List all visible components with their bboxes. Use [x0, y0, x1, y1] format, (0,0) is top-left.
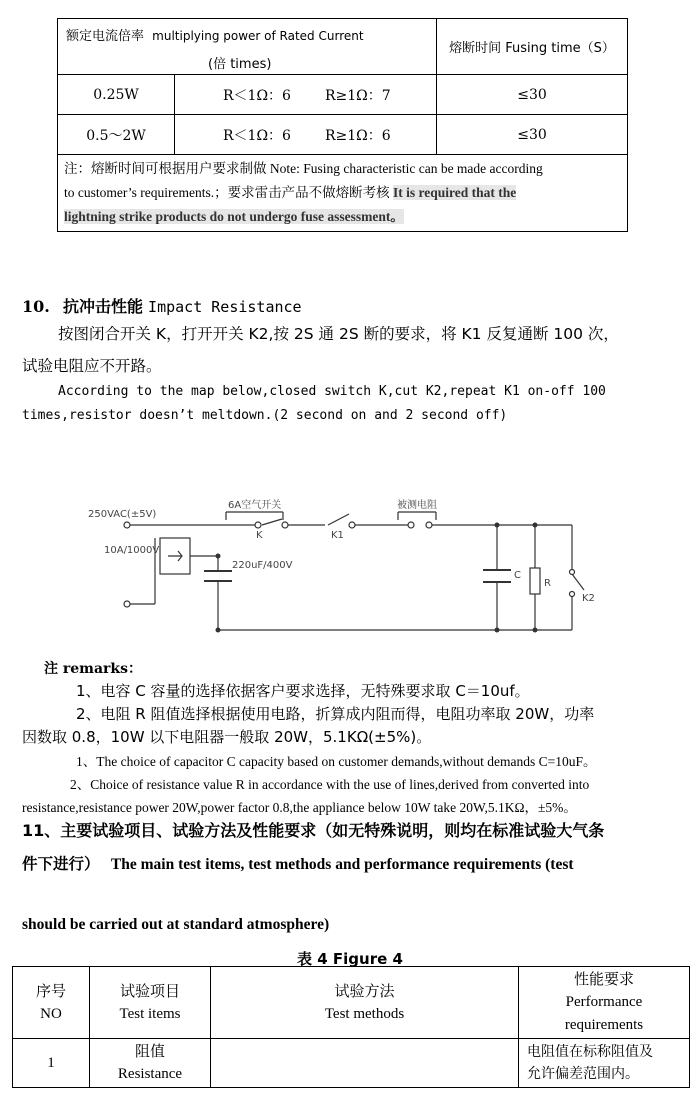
ratio-lt: R＜1Ω：6	[223, 87, 291, 104]
resistor-r-icon	[530, 568, 540, 594]
ratio-ge: R≥1Ω：7	[324, 87, 391, 104]
header-perf-en-2: requirements	[564, 1017, 644, 1033]
header-item-cn: 试验项目	[119, 981, 180, 1000]
impact-test-circuit	[0, 490, 700, 650]
source-terminal-top	[124, 522, 130, 528]
row1-no: 1	[13, 1039, 90, 1088]
section10-title-cn: 抗冲击性能	[62, 297, 143, 316]
header-perf-cn: 性能要求	[573, 970, 634, 988]
note-line-2a: to customer’s requirements.；要求雷击产品不做熔断考核	[64, 185, 393, 200]
section11-line-2	[22, 852, 574, 874]
section10-num: 10.	[22, 297, 50, 316]
header-no	[13, 967, 90, 1039]
row1-method	[211, 1039, 519, 1088]
ratio-lt: R＜1Ω：6	[223, 127, 291, 144]
section11-line-2-cn: 件下进行）	[22, 855, 100, 873]
table-header-row	[13, 967, 690, 1039]
remarks-en-1: 1、The choice of capacitor C capacity based on customer demands,without demands C=10uF。	[76, 754, 597, 769]
row1-perf	[519, 1039, 690, 1088]
row1-item-en: Resistance	[117, 1066, 183, 1082]
k-contact-b	[282, 522, 288, 528]
k1-label: K1	[331, 530, 344, 541]
header-no-en: NO	[40, 1005, 62, 1022]
header-rate-cn: 额定电流倍率	[66, 29, 145, 44]
ratio-ge: R≥1Ω：6	[324, 127, 391, 144]
header-perf-en-1: Performance	[565, 994, 643, 1010]
section10-heading	[22, 294, 302, 317]
k2-contact-b	[570, 592, 575, 597]
fusing-table	[57, 18, 628, 232]
time-cell: ≤30	[437, 75, 628, 115]
rectifier-bridge-icon	[160, 538, 190, 574]
remarks-cn-2a: 2、电阻 R 阻值选择根据使用电路，折算成内阻而得，电阻功率取 20W，功率	[76, 705, 595, 723]
header-method-en: Test methods	[324, 1005, 405, 1022]
section10-para-cn-1: 按图闭合开关 K，打开开关 K2,按 2S 通 2S 断的要求，将 K1 反复通断 100 次，	[58, 325, 619, 343]
dut-terminal-b	[426, 522, 432, 528]
header-times: (倍 times)	[208, 57, 272, 72]
source-terminal-bottom	[124, 601, 130, 607]
table-note	[58, 155, 628, 232]
header-perf	[519, 967, 690, 1039]
section11-line-2-en: The main test items, test methods and performance requirements (test	[110, 856, 574, 873]
header-method	[211, 967, 519, 1039]
row1-item-cn: 阻值	[134, 1042, 165, 1060]
section10-para-en-2: times,resistor doesn’t meltdown.(2 second on and 2 second off)	[22, 408, 508, 423]
row1-perf-2: 允许偏差范围内。	[527, 1066, 639, 1082]
remarks-cn-2b: 因数取 0.8，10W 以下电阻器一般取 20W，5.1KΩ(±5%)。	[22, 728, 432, 746]
k2-label: K2	[582, 593, 595, 604]
k1-contact	[349, 522, 355, 528]
power-cell: 0.5～2W	[58, 115, 175, 155]
capacitor-c-icon	[483, 570, 511, 582]
remarks-en-2b: resistance,resistance power 20W,power factor 0.8,the appliance below 10W take 20W,5.1KΩ，±5%。	[22, 800, 577, 815]
power-cell: 0.25W	[58, 75, 175, 115]
note-line-3: lightning strike products do not undergo fuse assessment。	[64, 209, 404, 224]
cap-label: 220uF/400V	[232, 560, 293, 571]
note-line-2b: It is required that the	[392, 185, 517, 200]
figure4-caption: 表 4 Figure 4	[297, 950, 403, 968]
remarks-cn-1: 1、电容 C 容量的选择依据客户要求选择，无特殊要求取 C＝10uf。	[76, 682, 530, 700]
remarks-title: 注 remarks：	[44, 661, 142, 677]
section11-line-3: should be carried out at standard atmosphere)	[22, 916, 330, 933]
note-line-1: 注：熔断时间可根据用户要求制做 Note: Fusing characteristic can be made according	[64, 161, 543, 176]
section10-para-cn-2: 试验电阻应不开路。	[22, 357, 162, 375]
row1-perf-1: 电阻值在标称阻值及	[527, 1044, 653, 1060]
rectifier-label: 10A/1000V	[104, 545, 160, 556]
table-row	[58, 75, 628, 115]
breaker-label: 6A空气开关	[228, 500, 282, 511]
dut-label: 被测电阻	[397, 500, 437, 511]
table-row	[58, 115, 628, 155]
source-label: 250VAC(±5V)	[88, 509, 157, 520]
header-item-en: Test items	[119, 1005, 181, 1022]
header-rate-cell	[58, 19, 437, 75]
row1-item	[90, 1039, 211, 1088]
header-no-cn: 序号	[35, 981, 66, 1000]
section11-line-1: 11、主要试验项目、试验方法及性能要求（如无特殊说明，则均在标准试验大气条	[22, 821, 605, 840]
section10-title-en: Impact Resistance	[148, 298, 302, 316]
time-cell: ≤30	[437, 115, 628, 155]
r-label: R	[544, 578, 551, 589]
header-method-cn: 试验方法	[334, 981, 395, 1000]
header-fuse: 熔断时间 Fusing time（S）	[437, 19, 628, 75]
table-row	[13, 1039, 690, 1088]
ratio-cell	[175, 115, 437, 155]
figure4-table	[12, 966, 690, 1088]
k2-contact-a	[570, 570, 575, 575]
section10-para-en-1: According to the map below,closed switch K,cut K2,repeat K1 on-off 100	[58, 384, 606, 399]
header-item	[90, 967, 211, 1039]
ratio-cell	[175, 75, 437, 115]
k-contact-a	[255, 522, 261, 528]
header-rate-en: multiplying power of Rated Current	[152, 29, 364, 43]
remarks-en-2a: 2、Choice of resistance value R in accordance with the use of lines,derived from converted into	[70, 777, 590, 792]
dut-terminal-a	[408, 522, 414, 528]
filter-capacitor-icon	[204, 571, 232, 581]
c-label: C	[514, 570, 521, 581]
k-label: K	[256, 530, 263, 541]
